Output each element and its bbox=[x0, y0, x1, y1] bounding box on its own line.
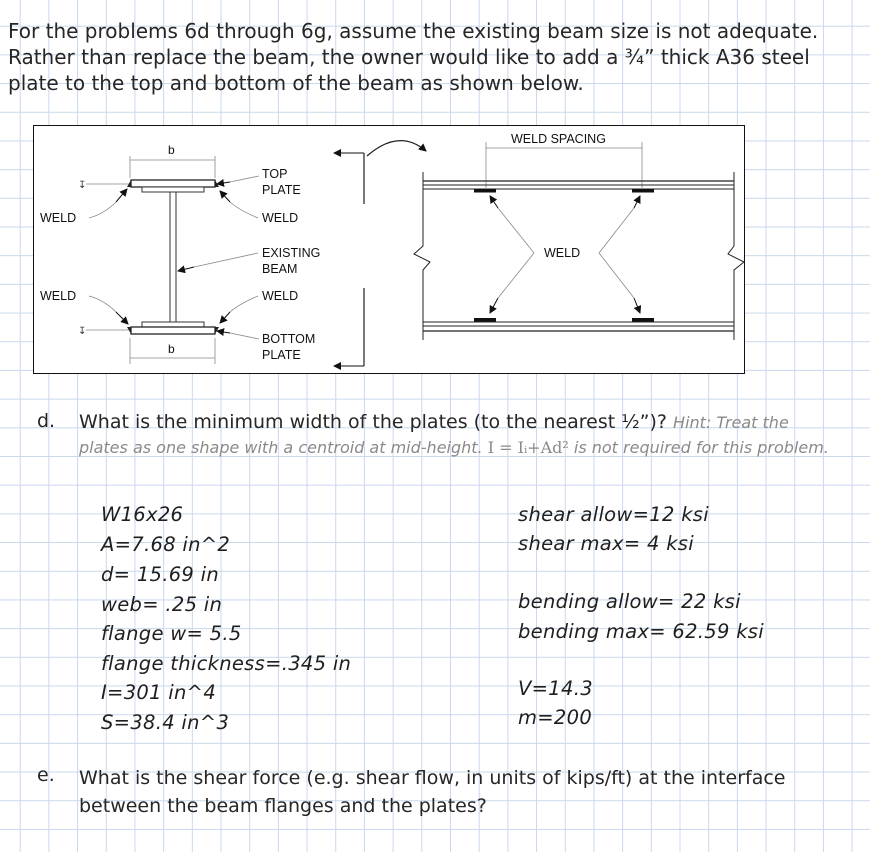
hand-left-0: W16x26 bbox=[101, 503, 184, 526]
bottom-plate-label-1: BOTTOM bbox=[262, 332, 316, 346]
elevation-view bbox=[414, 142, 744, 340]
existing-beam-label-1: EXISTING bbox=[262, 246, 321, 260]
hand-left-6: I=301 in^4 bbox=[101, 681, 217, 704]
beam-diagram bbox=[34, 126, 746, 375]
top-plate-label-1: TOP bbox=[262, 167, 288, 181]
hand-left-2: d= 15.69 in bbox=[101, 563, 220, 586]
question-d-hint-2: plates as one shape with a centroid at mid-height. bbox=[79, 438, 488, 457]
weld-mid-top-label: WELD bbox=[262, 211, 299, 225]
question-d-hint-1: Hint: Treat the bbox=[673, 413, 789, 432]
weld-spacing-label: WELD SPACING bbox=[511, 132, 606, 146]
hand-left-7: S=38.4 in^3 bbox=[101, 711, 230, 734]
hand-left-3: web= .25 in bbox=[101, 593, 223, 616]
question-d-letter: d. bbox=[37, 410, 56, 432]
svg-text:↧: ↧ bbox=[78, 326, 87, 337]
question-e-line-2: between the beam flanges and the plates? bbox=[79, 795, 487, 817]
hand-m: m=200 bbox=[518, 706, 593, 729]
weld-left-bottom-label: WELD bbox=[40, 289, 77, 303]
weld-right-label: WELD bbox=[544, 246, 581, 260]
hand-bending-max: bending max= 62.59 ksi bbox=[518, 620, 764, 643]
weld-left-top-label: WELD bbox=[40, 211, 77, 225]
intro-line-3: plate to the top and bottom of the beam as shown below. bbox=[8, 71, 584, 95]
question-d-hint-3: is not required for this problem. bbox=[568, 438, 829, 457]
bottom-plate-label-2: PLATE bbox=[262, 348, 301, 362]
intro-line-2: Rather than replace the beam, the owner would like to add a ¾” thick A36 steel bbox=[8, 45, 810, 69]
hand-bending-allow: bending allow= 22 ksi bbox=[518, 590, 741, 613]
top-plate bbox=[131, 180, 215, 187]
hand-shear-max: shear max= 4 ksi bbox=[518, 532, 694, 555]
b-bottom-label: b bbox=[168, 342, 175, 356]
bottom-plate bbox=[131, 327, 215, 334]
intro-line-1: For the problems 6d through 6g, assume the existing beam size is not adequate. bbox=[8, 19, 819, 43]
question-d-hint-formula: I = Iᵢ+Ad² bbox=[487, 438, 569, 457]
existing-beam-label-2: BEAM bbox=[262, 262, 298, 276]
question-d-text: What is the minimum width of the plates (to the nearest ½”)? bbox=[79, 411, 674, 433]
question-e-letter: e. bbox=[37, 764, 55, 786]
hand-left-1: A=7.68 in^2 bbox=[101, 533, 231, 556]
hand-shear-allow: shear allow=12 ksi bbox=[518, 503, 709, 526]
hand-left-5: flange thickness=.345 in bbox=[101, 652, 352, 675]
question-d bbox=[79, 410, 859, 460]
top-plate-label-2: PLATE bbox=[262, 183, 301, 197]
hand-v: V=14.3 bbox=[518, 677, 593, 700]
hand-left-4: flange w= 5.5 bbox=[101, 622, 242, 645]
question-e bbox=[79, 764, 859, 820]
weld-mid-bottom-label: WELD bbox=[262, 289, 299, 303]
question-e-line-1: What is the shear force (e.g. shear flow, in units of kips/ft) at the interface bbox=[79, 767, 786, 789]
b-top-label: b bbox=[168, 143, 175, 157]
problem-intro bbox=[8, 18, 858, 96]
cross-section bbox=[78, 156, 219, 364]
svg-text:↧: ↧ bbox=[78, 180, 87, 191]
beam-plate-figure bbox=[33, 125, 745, 374]
